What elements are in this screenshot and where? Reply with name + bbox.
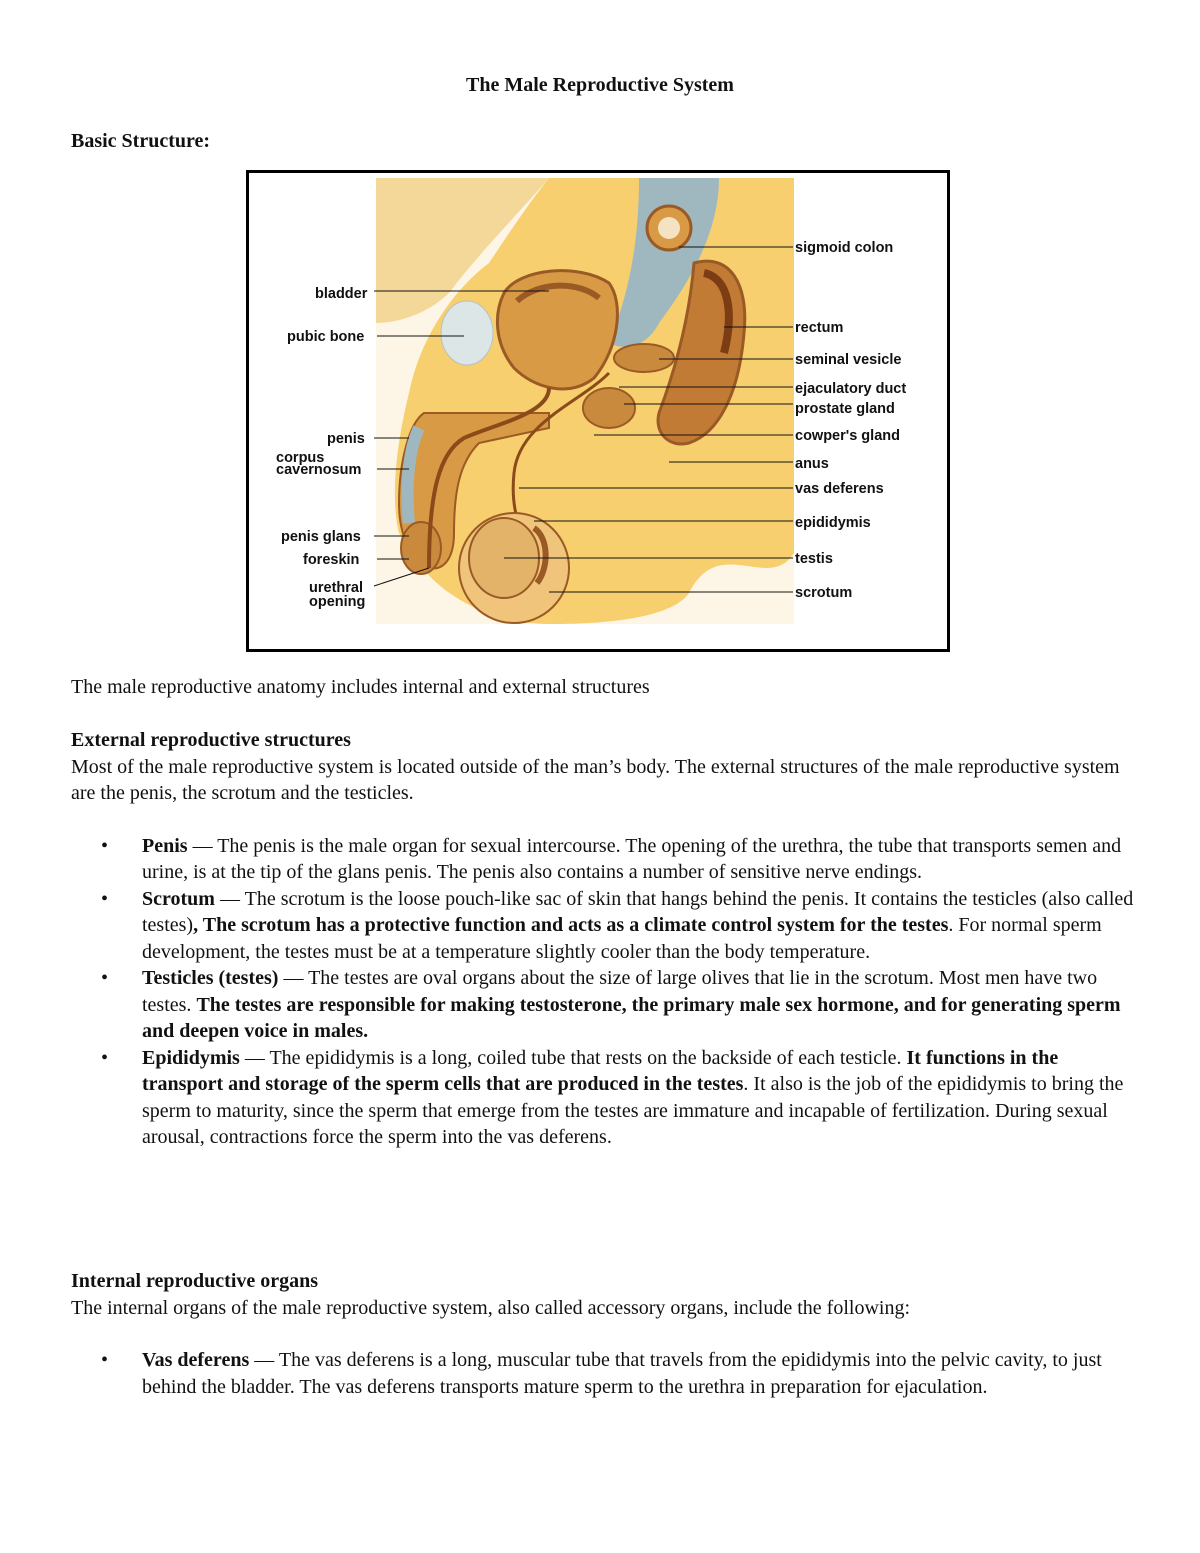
- page-title: The Male Reproductive System: [466, 74, 734, 96]
- label-epididymis: epididymis: [795, 515, 871, 531]
- glans-shape: [401, 522, 441, 574]
- bullet-icon: •: [101, 887, 109, 910]
- list-item: [71, 833, 1141, 886]
- label-scrotum: scrotum: [795, 585, 853, 601]
- label-cowpers-gland: cowper's gland: [795, 428, 900, 444]
- pubic-bone-shape: [441, 301, 493, 365]
- item-term: Epididymis: [142, 1046, 240, 1069]
- internal-section: [71, 1268, 1141, 1400]
- list-item: [71, 886, 1141, 966]
- item-text: — The scrotum is the loose pouch-like sac of skin that hangs behind the penis. It contains the testicles (also called testes): [142, 887, 1134, 936]
- item-term: Vas deferens: [142, 1349, 250, 1371]
- label-foreskin: foreskin: [303, 552, 360, 568]
- item-bold: , The scrotum has a protective function and acts as a climate control system for the testes: [193, 914, 949, 936]
- label-vas-deferens: vas deferens: [795, 481, 884, 497]
- label-testis: testis: [795, 551, 833, 567]
- label-seminal-vesicle: seminal vesicle: [795, 352, 902, 368]
- label-penis: penis: [327, 431, 365, 447]
- internal-heading: Internal reproductive organs: [71, 1270, 319, 1292]
- basic-structure-heading: Basic Structure:: [71, 130, 211, 152]
- label-urethral: urethral: [309, 580, 363, 596]
- item-term: Penis: [142, 834, 188, 857]
- item-tail: . It also is the job of the epididymis to bring the sperm to maturity, since the sperm that emerge from the testes are immature and incapable of fertilization. During sexual arousal, contractions force the sperm into the vas deferens.: [142, 1073, 1124, 1148]
- label-prostate-gland: prostate gland: [795, 401, 895, 417]
- label-bladder: bladder: [315, 286, 368, 302]
- item-term: Scrotum: [142, 887, 215, 910]
- label-sigmoid-colon: sigmoid colon: [795, 240, 894, 256]
- item-text: — The vas deferens is a long, muscular tube that travels from the epididymis into the pelvic cavity, to just behind the bladder. The vas deferens transports mature sperm to the urethra in preparation for ejaculation.: [142, 1349, 1102, 1398]
- sigmoid-colon-lumen: [658, 217, 680, 239]
- item-term: Testicles (testes): [142, 967, 279, 989]
- external-section: [71, 727, 1141, 1151]
- external-list: [71, 833, 1141, 1151]
- item-text: — The testes are oval organs about the size of large olives that lie in the scrotum. Most men have two testes.: [142, 967, 1098, 1016]
- seminal-vesicle-shape: [614, 344, 674, 372]
- item-text: — The epididymis is a long, coiled tube that rests on the backside of each testicle.: [239, 1046, 907, 1069]
- internal-list: [71, 1347, 1141, 1400]
- bullet-icon: •: [101, 1349, 109, 1371]
- item-tail: . For normal sperm development, the testes must be at a temperature slightly cooler than the body temperature.: [142, 914, 1102, 963]
- label-penis-glans: penis glans: [281, 529, 361, 545]
- label-corpus: corpus: [276, 450, 325, 466]
- label-cavernosum: cavernosum: [276, 462, 362, 478]
- external-heading: External reproductive structures: [71, 729, 351, 751]
- label-opening: opening: [309, 594, 366, 610]
- item-text: — The penis is the male organ for sexual intercourse. The opening of the urethra, the tube that transports semen and urine, is at the tip of the glans penis. The penis also contains a number of sensitive nerve endings.: [142, 834, 1122, 883]
- label-pubic-bone: pubic bone: [287, 329, 365, 345]
- prostate-gland-shape: [583, 388, 635, 428]
- list-item: [71, 1045, 1141, 1151]
- list-item: [71, 965, 1141, 1045]
- list-item: [71, 1347, 1141, 1400]
- anatomy-figure: [246, 170, 950, 652]
- anatomy-diagram: [249, 173, 947, 649]
- external-intro: Most of the male reproductive system is located outside of the man’s body. The external structures of the male reproductive system are the penis, the scrotum and the testicles.: [71, 755, 1120, 804]
- item-bold: The testes are responsible for making testosterone, the primary male sex hormone, and for generating sperm and deepen voice in males.: [142, 993, 1121, 1042]
- label-rectum: rectum: [795, 320, 844, 336]
- label-anus: anus: [795, 456, 829, 472]
- intro-text: The male reproductive anatomy includes internal and external structures: [71, 676, 650, 698]
- label-ejaculatory-duct: ejaculatory duct: [795, 381, 907, 397]
- bullet-icon: •: [101, 967, 109, 989]
- bullet-icon: •: [101, 834, 109, 857]
- internal-intro: The internal organs of the male reproductive system, also called accessory organs, include the following:: [71, 1296, 911, 1319]
- item-bold: It functions in the transport and storage of the sperm cells that are produced in the testes: [142, 1046, 1059, 1095]
- bullet-icon: •: [101, 1046, 109, 1069]
